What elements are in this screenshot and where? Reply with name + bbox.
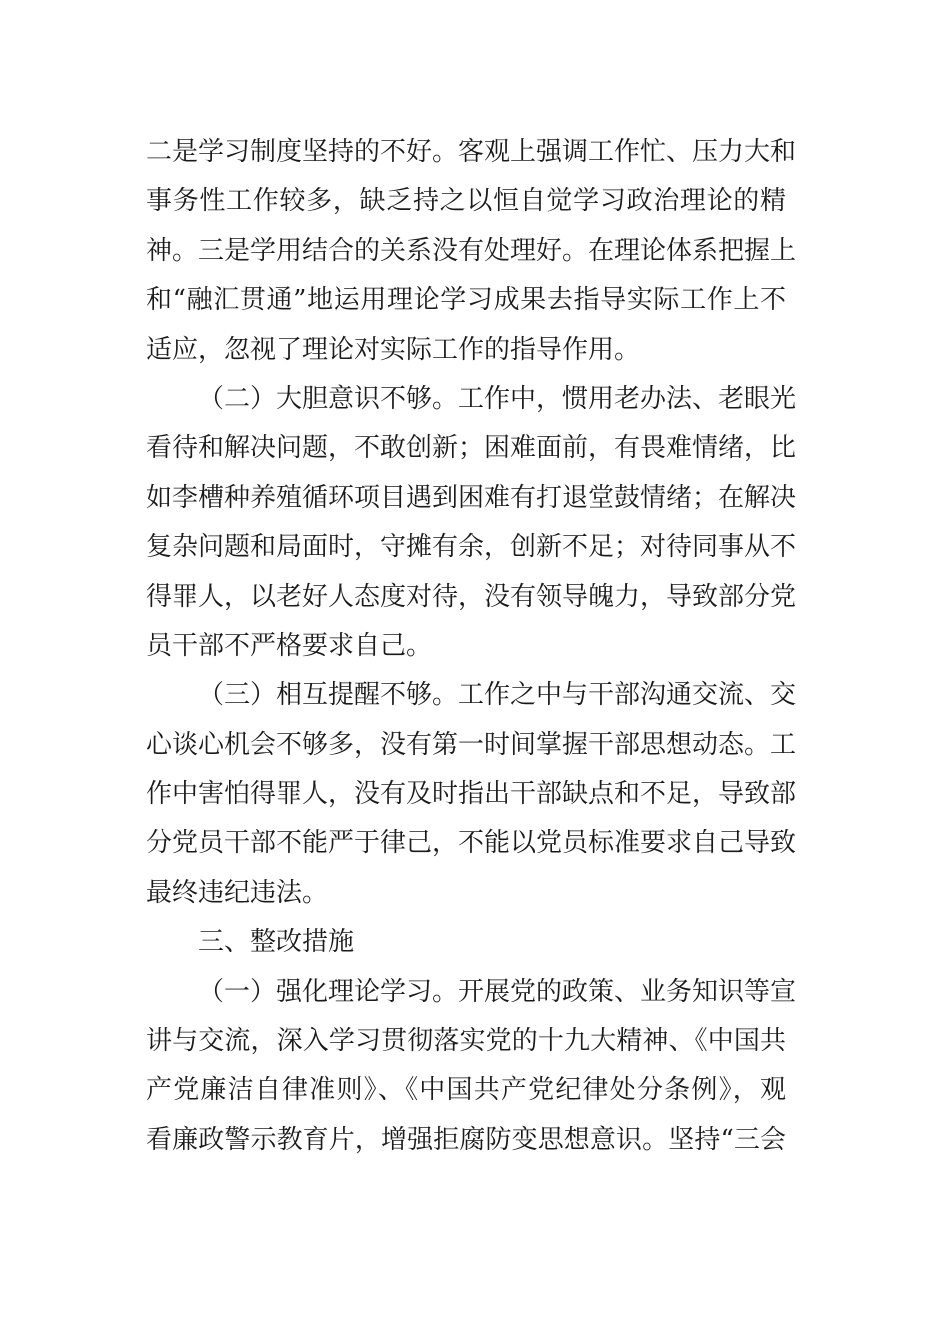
text-line: 如李槽种养殖循环项目遇到困难有打退堂鼓情绪；在解决	[146, 482, 797, 513]
text-line: 看廉政警示教育片，增强拒腐防变思想意识。坚持“三会	[146, 1124, 786, 1155]
paragraph-mutual-reminder	[146, 671, 797, 918]
section-heading: 三、整改措施	[198, 927, 355, 958]
text-line: 分党员干部不能严于律己，不能以党员标准要求自己导致	[146, 828, 797, 859]
text-line: 产党廉洁自律准则》、《中国共产党纪律处分条例》，观	[146, 1075, 786, 1106]
text-line: （二）大胆意识不够。工作中，惯用老办法、老眼光	[198, 383, 797, 414]
paragraph-theory-study	[146, 968, 797, 1166]
section-heading-rectification	[146, 918, 786, 967]
paragraph-boldness	[146, 375, 797, 671]
text-line: 复杂问题和局面时，守摊有余，创新不足；对待同事从不	[146, 532, 797, 563]
text-line: 得罪人，以老好人态度对待，没有领导魄力，导致部分党	[146, 581, 797, 612]
text-line: 作中害怕得罪人，没有及时指出干部缺点和不足，导致部	[146, 779, 797, 810]
text-line: 最终违纪违法。	[146, 877, 329, 908]
text-line: 二是学习制度坚持的不好。客观上强调工作忙、压力大和	[146, 137, 797, 167]
text-line: （三）相互提醒不够。工作之中与干部沟通交流、交	[198, 680, 797, 711]
document-body	[146, 128, 797, 1165]
text-line: 适应，忽视了理论对实际工作的指导作用。	[146, 334, 641, 365]
text-line: 看待和解决问题，不敢创新；困难面前，有畏难情绪，比	[146, 433, 797, 464]
text-line: 和“融汇贯通”地运用理论学习成果去指导实际工作上不	[146, 285, 786, 316]
text-line: 心谈心机会不够多，没有第一时间掌握干部思想动态。工	[146, 729, 797, 760]
text-line: （一）强化理论学习。开展党的政策、业务知识等宣	[198, 976, 797, 1007]
paragraph-study-system	[146, 128, 797, 375]
text-line: 员干部不严格要求自己。	[146, 630, 433, 661]
text-line: 讲与交流，深入学习贯彻落实党的十九大精神、《中国共	[146, 1026, 786, 1057]
text-line: 事务性工作较多，缺乏持之以恒自觉学习政治理论的精	[146, 186, 786, 217]
text-line: 神。三是学用结合的关系没有处理好。在理论体系把握上	[146, 235, 797, 266]
